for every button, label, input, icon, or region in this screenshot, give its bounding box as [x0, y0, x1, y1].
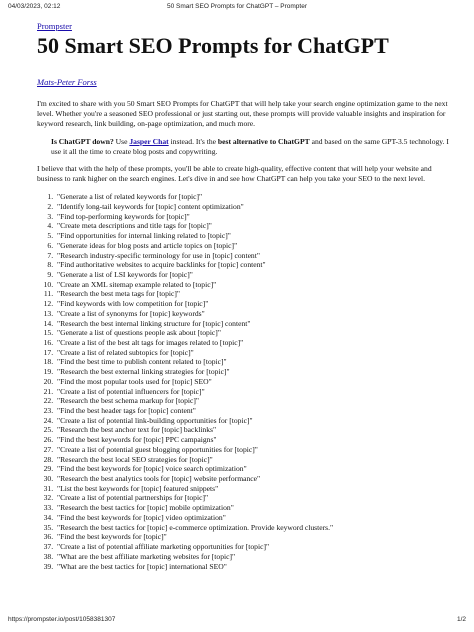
prompt-item: 15. "Generate a list of questions people ask about [topic]"	[55, 328, 457, 338]
prompt-item: 18. "Find the best time to publish content related to [topic]"	[55, 357, 457, 367]
prompt-item: 32. "Create a list of potential partnerships for [topic]"	[55, 493, 457, 503]
prompt-item: 25. "Research the best anchor text for [topic] backlinks"	[55, 425, 457, 435]
prompt-item: 39. "What are the best tactics for [topic] international SEO"	[55, 562, 457, 572]
prompt-item: 29. "Find the best keywords for [topic] voice search optimization"	[55, 464, 457, 474]
prompt-item: 34. "Find the best keywords for [topic] video optimization"	[55, 513, 457, 523]
prompt-item: 12. "Find keywords with low competition for [topic]"	[55, 299, 457, 309]
prompt-item: 35. "Research the best tactics for [topic] e-commerce optimization. Provide keyword clusters."	[55, 523, 457, 533]
callout-rest: and based on the same GPT-3.5 technology. I use it all the time to create blog posts and copywriting.	[51, 136, 449, 156]
prompt-item: 7. "Research industry-specific terminology for use in [topic] content"	[55, 251, 457, 261]
prompt-item: 9. "Generate a list of LSI keywords for [topic]"	[55, 270, 457, 280]
chatgpt-down-callout	[51, 137, 457, 157]
prompt-list	[37, 192, 457, 571]
callout-mid: instead. It's the	[168, 136, 218, 146]
prompt-item: 27. "Create a list of potential guest blogging opportunities for [topic]"	[55, 445, 457, 455]
prompt-item: 5. "Find opportunities for internal linking related to [topic]"	[55, 231, 457, 241]
prompt-item: 30. "Research the best analytics tools for [topic] website performance"	[55, 474, 457, 484]
prompt-item: 31. "List the best keywords for [topic] featured snippets"	[55, 484, 457, 494]
prompt-item: 23. "Find the best header tags for [topic] content"	[55, 406, 457, 416]
prompt-item: 11. "Research the best meta tags for [topic]"	[55, 289, 457, 299]
prompt-item: 8. "Find authoritative websites to acquire backlinks for [topic] content"	[55, 260, 457, 270]
prompt-item: 1. "Generate a list of related keywords for [topic]"	[55, 192, 457, 202]
prompt-item: 24. "Create a list of potential link-building opportunities for [topic]"	[55, 416, 457, 426]
prompt-item: 16. "Create a list of the best alt tags for images related to [topic]"	[55, 338, 457, 348]
prompt-item: 4. "Create meta descriptions and title tags for [topic]"	[55, 221, 457, 231]
print-page-title: 50 Smart SEO Prompts for ChatGPT – Prompter	[166, 3, 308, 10]
author-link[interactable]: Mats-Peter Forss	[37, 77, 97, 88]
prompt-item: 13. "Create a list of synonyms for [topic] keywords"	[55, 309, 457, 319]
prompt-item: 19. "Research the best external linking strategies for [topic]"	[55, 367, 457, 377]
prompt-item: 38. "What are the best affiliate marketing websites for [topic]"	[55, 552, 457, 562]
prompt-item: 21. "Create a list of potential influencers for [topic]"	[55, 387, 457, 397]
jasper-chat-link[interactable]: Jasper Chat	[129, 136, 169, 146]
prompt-item: 10. "Create an XML sitemap example related to [topic]"	[55, 280, 457, 290]
print-page-number: 1/2	[456, 616, 466, 623]
body-paragraph: I believe that with the help of these prompts, you'll be able to create high-quality, effective content that will help your website and business to rank higher on the search engines. Let's dive in and see how ChatGPT can help you take your SEO to the next level.	[37, 164, 432, 184]
prompt-item: 37. "Create a list of potential affiliate marketing opportunities for [topic]"	[55, 542, 457, 552]
print-datetime: 04/03/2023, 02:12	[8, 3, 61, 10]
callout-lead: Is ChatGPT down?	[51, 136, 114, 146]
prompt-item: 3. "Find top-performing keywords for [topic]"	[55, 212, 457, 222]
prompt-item: 22. "Research the best schema markup for [topic]"	[55, 396, 457, 406]
site-link[interactable]: Prompster	[37, 21, 72, 31]
prompt-item: 33. "Research the best tactics for [topic] mobile optimization"	[55, 503, 457, 513]
prompt-item: 28. "Research the best local SEO strategies for [topic]"	[55, 455, 457, 465]
prompt-item: 2. "Identify long-tail keywords for [topic] content optimization"	[55, 202, 457, 212]
prompt-item: 20. "Find the most popular tools used for [topic] SEO"	[55, 377, 457, 387]
intro-paragraph: I'm excited to share with you 50 Smart SEO Prompts for ChatGPT that will help take your search engine optimization game to the next level. Whether you're a seasoned SEO professional or just starting out, these prompts will provide valuable insights and inspiration for keyword research, link building, on-page optimization, and much more.	[37, 99, 448, 128]
prompt-item: 17. "Create a list of related subtopics for [topic]"	[55, 348, 457, 358]
prompt-item: 14. "Research the best internal linking structure for [topic] content"	[55, 319, 457, 329]
page-title: 50 Smart SEO Prompts for ChatGPT	[37, 33, 389, 58]
prompt-item: 6. "Generate ideas for blog posts and article topics on [topic]"	[55, 241, 457, 251]
prompt-item: 36. "Find the best keywords for [topic]"	[55, 532, 457, 542]
article	[37, 16, 457, 571]
print-url: https://prompster.io/post/1058381307	[8, 616, 116, 623]
print-footer	[8, 616, 466, 623]
callout-use: Use	[113, 136, 130, 146]
callout-bold: best alternative to ChatGPT	[217, 136, 310, 146]
print-header	[8, 3, 466, 10]
prompt-item: 26. "Find the best keywords for [topic] PPC campaigns"	[55, 435, 457, 445]
